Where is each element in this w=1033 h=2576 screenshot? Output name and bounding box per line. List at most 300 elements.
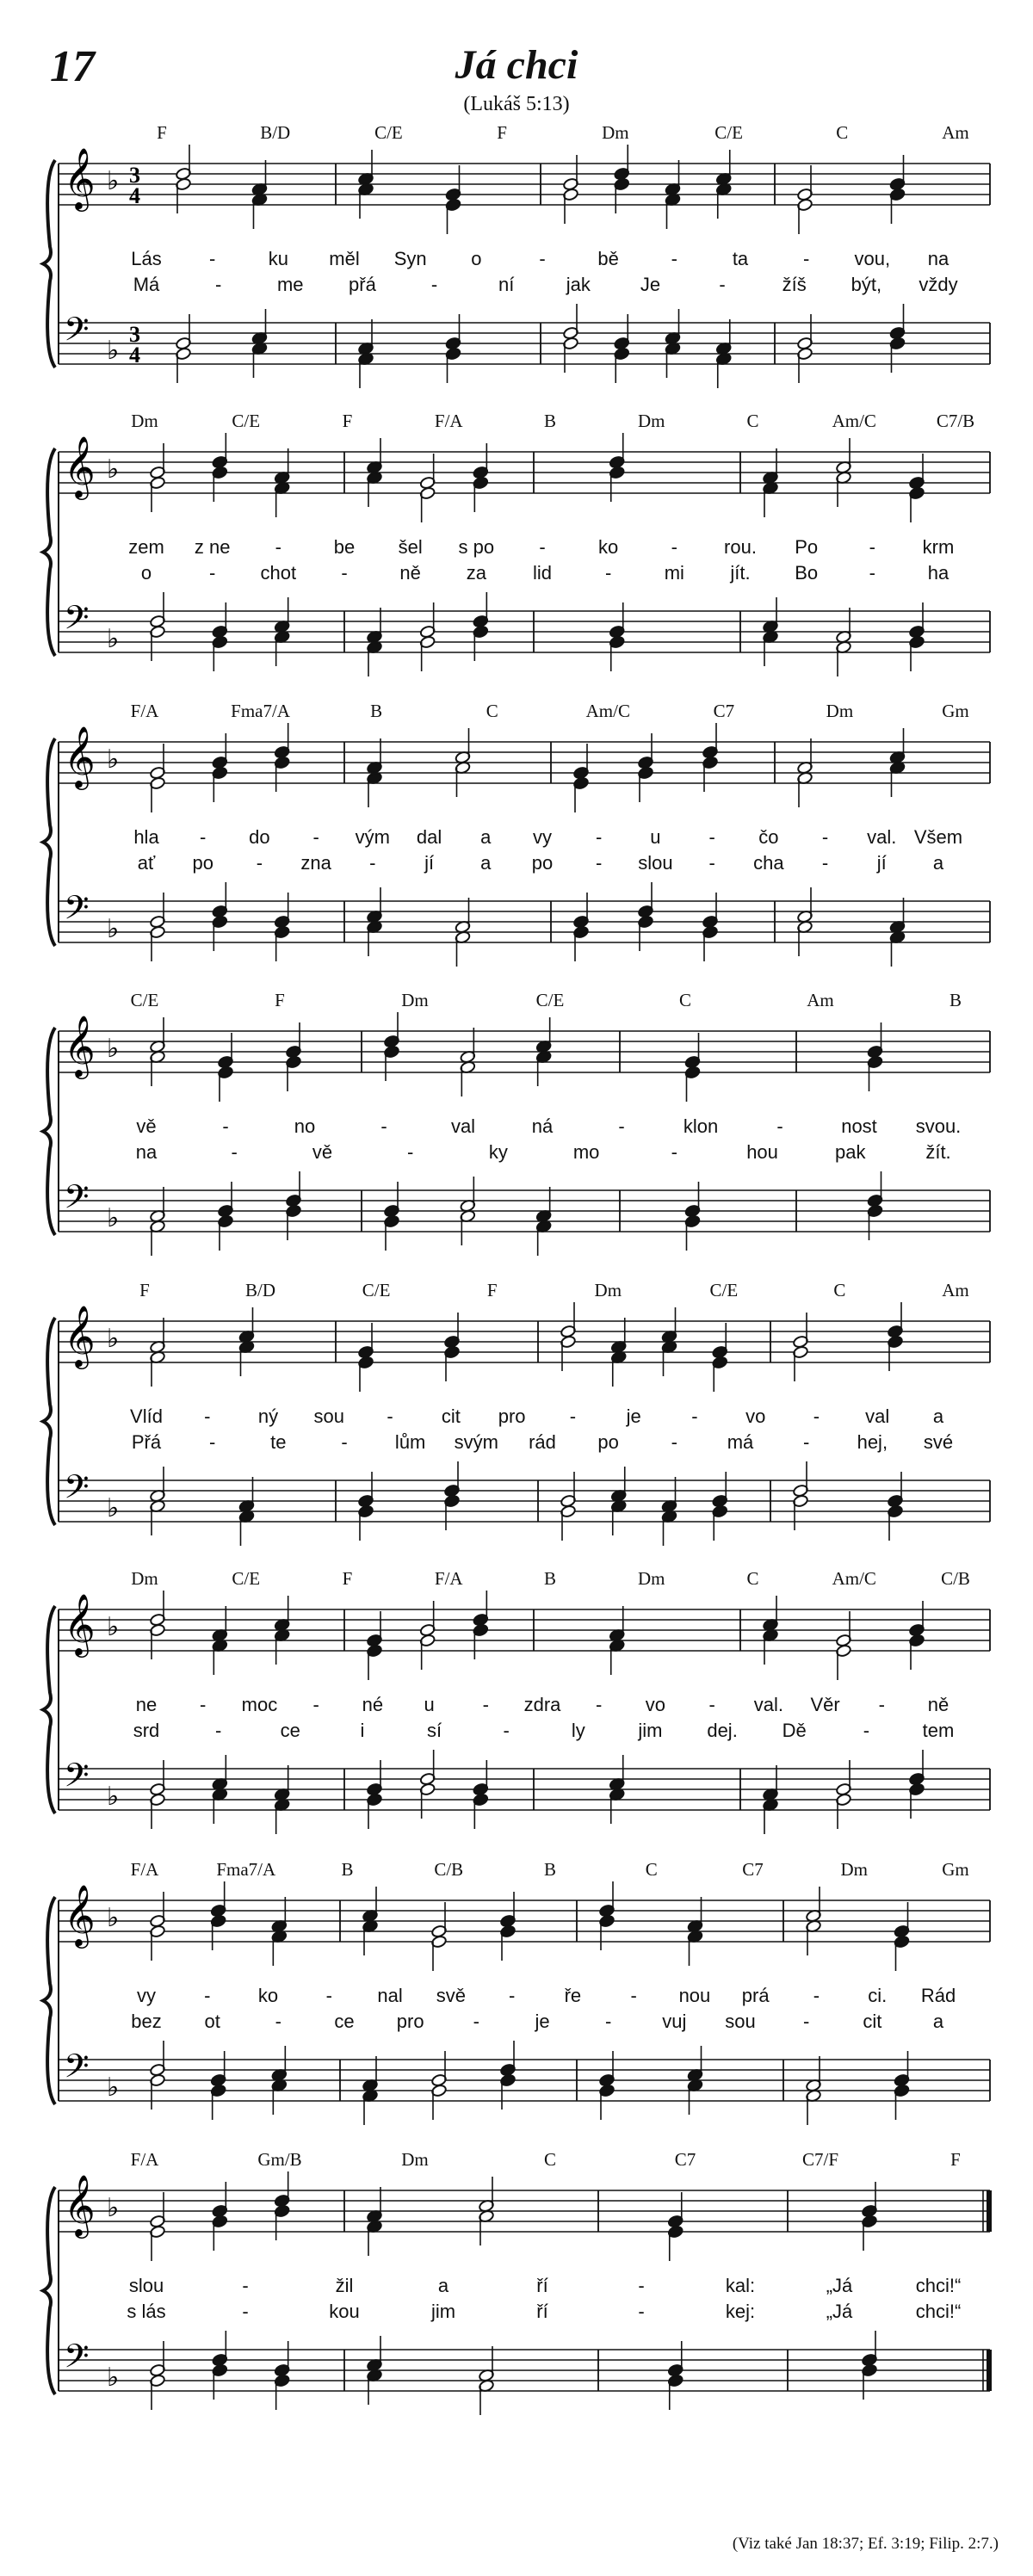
bass-clef-icon: 𝄢 xyxy=(64,310,90,356)
lyric-verse-2-syllable: sí xyxy=(426,1720,442,1741)
lyric-verse-2-syllable: ně xyxy=(399,562,421,584)
lyric-verse-1-syllable: prá xyxy=(741,1985,770,2006)
chord-symbol: Am/C xyxy=(585,701,630,721)
chord-symbol: Am/C xyxy=(832,1568,876,1589)
lyric-verse-2-syllable: přá xyxy=(349,274,376,295)
chord-symbol: Gm/B xyxy=(257,2149,302,2170)
chord-symbol: C/E xyxy=(130,990,159,1010)
lyric-verse-1-syllable: - xyxy=(200,1694,207,1715)
chord-symbol: B xyxy=(543,411,557,431)
lyric-verse-2-syllable: své xyxy=(923,1431,954,1453)
lyric-verse-2-syllable: Je xyxy=(640,274,661,295)
lyric-verse-1-syllable: - xyxy=(618,1115,625,1137)
lyric-verse-1-syllable: ří xyxy=(536,2275,548,2296)
chord-symbol: C xyxy=(746,411,759,431)
lyric-verse-2-syllable: ly xyxy=(571,1720,585,1741)
chord-symbol: F xyxy=(139,1280,150,1300)
lyric-verse-1-syllable: - xyxy=(596,826,603,848)
chord-symbol: Am xyxy=(807,990,834,1010)
bass-clef-icon: 𝄢 xyxy=(64,1756,90,1802)
lyric-verse-1-syllable: Věr xyxy=(810,1694,840,1715)
lyric-verse-1-syllable: žil xyxy=(335,2275,354,2296)
lyric-verse-1-syllable: z ne xyxy=(194,536,231,558)
chord-symbol: C/E xyxy=(714,122,743,143)
lyric-verse-1-syllable: - xyxy=(208,248,216,269)
chord-symbol: C/B xyxy=(434,1859,464,1880)
chord-symbol: Dm xyxy=(826,701,854,721)
lyric-verse-1-syllable: u xyxy=(650,826,661,848)
lyric-verse-1-syllable: ku xyxy=(268,248,288,269)
bass-clef-icon: 𝄢 xyxy=(64,888,90,935)
lyric-verse-2-syllable: po xyxy=(597,1431,619,1453)
lyric-verse-1-syllable: val. xyxy=(753,1694,783,1715)
lyric-verse-1-syllable: vy xyxy=(533,826,552,848)
chord-symbol: B/D xyxy=(245,1280,276,1300)
flat-key-signature-icon: ♭ xyxy=(107,1903,120,1933)
lyric-verse-2-syllable: - xyxy=(256,852,263,874)
lyric-verse-2-syllable: být, xyxy=(851,274,882,295)
lyric-verse-1-syllable: - xyxy=(312,1694,319,1715)
lyric-verse-1-syllable: - xyxy=(708,1694,715,1715)
chord-symbol: B xyxy=(543,1859,557,1880)
chord-symbol: F xyxy=(486,1280,498,1300)
flat-key-signature-icon: ♭ xyxy=(107,1612,120,1642)
final-barline-thick xyxy=(987,2350,992,2391)
lyric-verse-2-syllable: je xyxy=(535,2011,550,2032)
chord-symbol: C xyxy=(678,990,692,1010)
lyric-verse-1-syllable: - xyxy=(387,1405,393,1427)
lyric-verse-2-syllable: vždy xyxy=(919,274,958,295)
bass-clef-icon: 𝄢 xyxy=(64,2337,90,2383)
lyric-verse-2-syllable: slou xyxy=(638,852,673,874)
lyric-verse-1-syllable: a xyxy=(480,826,492,848)
chord-symbol: Fma7/A xyxy=(231,701,290,721)
scripture-reference: (Lukáš 5:13) xyxy=(463,93,570,115)
music-system xyxy=(0,122,1033,405)
lyric-verse-1-syllable: - xyxy=(869,536,875,558)
lyric-verse-1-syllable: zem xyxy=(128,536,164,558)
music-system xyxy=(0,701,1033,983)
lyric-verse-1-syllable: - xyxy=(204,1405,211,1427)
lyric-verse-1-syllable: - xyxy=(325,1985,332,2006)
lyric-verse-2-syllable: a xyxy=(932,2011,944,2032)
chord-symbol: F/A xyxy=(130,701,159,721)
lyric-verse-2-syllable: - xyxy=(214,1720,222,1741)
chord-symbol: C xyxy=(833,1280,846,1300)
system-brace xyxy=(43,1318,55,1525)
flat-key-signature-icon: ♭ xyxy=(107,1034,120,1064)
lyric-verse-1-syllable: - xyxy=(200,826,207,848)
lyric-verse-1-syllable: vo xyxy=(745,1405,766,1427)
chord-symbol: Dm xyxy=(638,1568,665,1589)
lyric-verse-2-syllable: má xyxy=(727,1431,754,1453)
lyric-verse-2-syllable: cit xyxy=(863,2011,882,2032)
lyric-verse-2-syllable: ať xyxy=(137,852,156,874)
lyric-verse-1-syllable: ta xyxy=(732,248,749,269)
lyric-verse-1-syllable: - xyxy=(596,1694,603,1715)
lyric-verse-2-syllable: - xyxy=(802,1431,810,1453)
lyric-verse-2-syllable: dej. xyxy=(707,1720,738,1741)
flat-key-signature-icon: ♭ xyxy=(107,336,120,366)
lyric-verse-2-syllable: - xyxy=(473,2011,479,2032)
lyric-verse-1-syllable: be xyxy=(333,536,356,558)
lyric-verse-1-syllable: krm xyxy=(922,536,955,558)
flat-key-signature-icon: ♭ xyxy=(107,1782,120,1812)
lyric-verse-1-syllable: je xyxy=(626,1405,641,1427)
chord-symbol: C xyxy=(746,1568,759,1589)
chord-symbol: C xyxy=(836,122,849,143)
chord-symbol: B xyxy=(341,1859,354,1880)
lyric-verse-2-syllable: srd xyxy=(133,1720,160,1741)
lyric-verse-2-syllable: ce xyxy=(334,2011,355,2032)
lyric-verse-1-syllable: - xyxy=(802,248,810,269)
chord-symbol: F/A xyxy=(130,1859,159,1880)
lyric-verse-2-syllable: žít. xyxy=(925,1141,951,1163)
lyric-verse-2-syllable: pak xyxy=(835,1141,866,1163)
flat-key-signature-icon: ♭ xyxy=(107,1203,120,1233)
lyric-verse-2-syllable: - xyxy=(341,562,348,584)
chord-symbol: F xyxy=(342,1568,353,1589)
lyric-verse-2-syllable: - xyxy=(821,852,829,874)
lyric-verse-1-syllable: měl xyxy=(329,248,360,269)
lyric-verse-1-syllable: sou xyxy=(313,1405,345,1427)
lyric-verse-2-syllable: - xyxy=(596,852,603,874)
lyric-verse-2-syllable: bez xyxy=(131,2011,162,2032)
lyric-verse-1-syllable: ne xyxy=(135,1694,158,1715)
system-brace xyxy=(43,448,55,656)
treble-clef-icon: 𝄞 xyxy=(64,2173,96,2236)
lyric-verse-2-syllable: - xyxy=(604,562,612,584)
hymn-title: Já chci xyxy=(455,42,578,88)
lyric-verse-1-syllable: - xyxy=(508,1985,516,2006)
hymn-number: 17 xyxy=(50,42,95,91)
time-signature-numerator: 3 xyxy=(129,322,140,347)
system-brace xyxy=(43,738,55,946)
chord-symbol: C/E xyxy=(362,1280,391,1300)
chord-symbol: C/E xyxy=(535,990,565,1010)
lyric-verse-2-syllable: a xyxy=(932,852,944,874)
final-barline-thick xyxy=(987,2190,992,2232)
lyric-verse-1-syllable: kal: xyxy=(725,2275,756,2296)
chord-symbol: Fma7/A xyxy=(216,1859,276,1880)
music-system xyxy=(0,1280,1033,1562)
lyric-verse-1-syllable: ko xyxy=(257,1985,279,2006)
lyric-verse-1-syllable: no xyxy=(294,1115,316,1137)
lyric-verse-1-syllable: a xyxy=(932,1405,944,1427)
lyric-verse-1-syllable: Po xyxy=(795,536,819,558)
lyric-verse-1-syllable: nal xyxy=(377,1985,403,2006)
lyric-verse-1-syllable: moc xyxy=(241,1694,278,1715)
chord-symbol: Dm xyxy=(602,122,629,143)
lyric-verse-2-syllable: me xyxy=(276,274,304,295)
lyric-verse-2-syllable: ří xyxy=(536,2301,548,2322)
lyric-verse-1-syllable: - xyxy=(821,826,829,848)
time-signature-denominator: 4 xyxy=(129,343,140,368)
lyric-verse-2-syllable: a xyxy=(480,852,492,874)
lyric-verse-1-syllable: čo xyxy=(758,826,779,848)
lyric-verse-1-syllable: hla xyxy=(133,826,159,848)
lyric-verse-1-syllable: ko xyxy=(598,536,619,558)
chord-symbol: C/E xyxy=(709,1280,739,1300)
lyric-verse-1-syllable: - xyxy=(380,1115,387,1137)
lyric-verse-2-syllable: po xyxy=(192,852,213,874)
footnote: (Viz také Jan 18:37; Ef. 3:19; Filip. 2:7.) xyxy=(732,2535,999,2553)
chord-symbol: Am xyxy=(942,1280,969,1300)
chord-symbol: C/E xyxy=(374,122,403,143)
flat-key-signature-icon: ♭ xyxy=(107,1324,120,1354)
lyric-verse-2-syllable: vuj xyxy=(662,2011,687,2032)
lyric-verse-2-syllable: Má xyxy=(133,274,160,295)
lyric-verse-2-syllable: jim xyxy=(430,2301,456,2322)
time-signature-denominator: 4 xyxy=(129,183,140,208)
lyric-verse-1-syllable: - xyxy=(878,1694,885,1715)
chord-symbol: C7 xyxy=(674,2149,696,2170)
bass-clef-icon: 𝄢 xyxy=(64,2047,90,2093)
chord-symbol: Dm xyxy=(638,411,665,431)
lyric-verse-1-syllable: šel xyxy=(398,536,423,558)
lyric-verse-1-syllable: nost xyxy=(841,1115,877,1137)
lyric-verse-2-syllable: ky xyxy=(488,1141,508,1163)
lyric-verse-2-syllable: - xyxy=(604,2011,612,2032)
lyric-verse-2-syllable: - xyxy=(802,2011,810,2032)
lyric-verse-2-syllable: zna xyxy=(300,852,331,874)
flat-key-signature-icon: ♭ xyxy=(107,2073,120,2103)
chord-symbol: F xyxy=(157,122,167,143)
chord-symbol: C xyxy=(486,701,498,721)
chord-symbol: B xyxy=(949,990,962,1010)
chord-symbol: B/D xyxy=(260,122,291,143)
lyric-verse-1-syllable: u xyxy=(424,1694,435,1715)
treble-clef-icon: 𝄞 xyxy=(64,1304,96,1367)
chord-symbol: C7/F xyxy=(801,2149,839,2170)
chord-symbol: C7/B xyxy=(936,411,975,431)
chord-symbol: Am xyxy=(942,122,969,143)
lyric-verse-2-syllable: kej: xyxy=(725,2301,756,2322)
lyric-verse-2-syllable: - xyxy=(369,852,376,874)
lyric-verse-2-syllable: - xyxy=(708,852,715,874)
music-system xyxy=(0,2149,1033,2431)
lyric-verse-1-syllable: ci. xyxy=(868,1985,888,2006)
lyric-verse-2-syllable: tem xyxy=(922,1720,955,1741)
chord-symbol: F/A xyxy=(130,2149,159,2170)
lyric-verse-1-syllable: vě xyxy=(136,1115,157,1137)
lyric-verse-1-syllable: a xyxy=(437,2275,449,2296)
chord-symbol: Dm xyxy=(131,411,158,431)
lyric-verse-2-syllable: - xyxy=(242,2301,249,2322)
lyric-verse-2-syllable: o xyxy=(140,562,152,584)
chord-symbol: Dm xyxy=(840,1859,868,1880)
lyric-verse-1-syllable: - xyxy=(482,1694,489,1715)
lyric-verse-2-syllable: pro xyxy=(396,2011,424,2032)
lyric-verse-2-syllable: - xyxy=(719,274,726,295)
lyric-verse-1-syllable: ře xyxy=(564,1985,582,2006)
system-brace xyxy=(43,160,55,368)
flat-key-signature-icon: ♭ xyxy=(107,454,120,485)
lyric-verse-2-syllable: ce xyxy=(280,1720,300,1741)
flat-key-signature-icon: ♭ xyxy=(107,914,120,944)
music-system xyxy=(0,990,1033,1272)
lyric-verse-2-syllable: te xyxy=(270,1431,287,1453)
lyric-verse-2-syllable: rád xyxy=(529,1431,556,1453)
system-brace xyxy=(43,2187,55,2394)
chord-symbol: C xyxy=(543,2149,557,2170)
flat-key-signature-icon: ♭ xyxy=(107,166,120,196)
treble-clef-icon: 𝄞 xyxy=(64,1883,96,1946)
lyric-verse-2-syllable: - xyxy=(275,2011,281,2032)
lyric-verse-2-syllable: - xyxy=(214,274,222,295)
lyric-verse-2-syllable: cha xyxy=(753,852,784,874)
lyric-verse-2-syllable: - xyxy=(638,2301,645,2322)
lyric-verse-1-syllable: val xyxy=(865,1405,890,1427)
chord-symbol: C/E xyxy=(232,411,261,431)
flat-key-signature-icon: ♭ xyxy=(107,744,120,775)
lyric-verse-1-syllable: „Já xyxy=(826,2275,853,2296)
lyric-verse-1-syllable: - xyxy=(813,1405,820,1427)
lyric-verse-1-syllable: vy xyxy=(137,1985,156,2006)
lyric-verse-1-syllable: bě xyxy=(597,248,619,269)
lyric-verse-1-syllable: - xyxy=(638,2275,645,2296)
lyric-verse-1-syllable: - xyxy=(691,1405,698,1427)
lyric-verse-2-syllable: na xyxy=(135,1141,158,1163)
lyric-verse-2-syllable: Přá xyxy=(131,1431,162,1453)
lyric-verse-1-syllable: - xyxy=(204,1985,211,2006)
lyric-verse-1-syllable: svou. xyxy=(915,1115,962,1137)
lyric-verse-2-syllable: kou xyxy=(329,2301,360,2322)
lyric-verse-1-syllable: - xyxy=(776,1115,783,1137)
chord-symbol: Gm xyxy=(942,1859,969,1880)
lyric-verse-1-syllable: rou. xyxy=(724,536,757,558)
bass-clef-icon: 𝄢 xyxy=(64,598,90,645)
chord-symbol: Dm xyxy=(131,1568,158,1589)
system-brace xyxy=(43,1606,55,1813)
lyric-verse-2-syllable: Dě xyxy=(782,1720,807,1741)
lyric-verse-1-syllable: - xyxy=(630,1985,637,2006)
lyric-verse-2-syllable: hej, xyxy=(857,1431,888,1453)
lyric-verse-2-syllable: - xyxy=(406,1141,414,1163)
lyric-verse-2-syllable: za xyxy=(466,562,486,584)
lyric-verse-2-syllable: ot xyxy=(204,2011,220,2032)
chord-symbol: Dm xyxy=(401,2149,429,2170)
chord-symbol: B xyxy=(543,1568,557,1589)
music-system xyxy=(0,1568,1033,1850)
lyric-verse-1-syllable: na xyxy=(927,248,949,269)
chord-symbol: Gm xyxy=(942,701,969,721)
lyric-verse-1-syllable: - xyxy=(275,536,281,558)
chord-symbol: F xyxy=(950,2149,961,2170)
chord-symbol: C/B xyxy=(941,1568,970,1589)
lyric-verse-2-syllable: - xyxy=(671,1141,677,1163)
lyric-verse-1-syllable: svě xyxy=(436,1985,466,2006)
lyric-verse-2-syllable: - xyxy=(430,274,438,295)
flat-key-signature-icon: ♭ xyxy=(107,2363,120,2393)
flat-key-signature-icon: ♭ xyxy=(107,624,120,654)
lyric-verse-2-syllable: svým xyxy=(454,1431,498,1453)
lyric-verse-2-syllable: i xyxy=(360,1720,365,1741)
lyric-verse-2-syllable: - xyxy=(208,1431,216,1453)
lyric-verse-1-syllable: Všem xyxy=(913,826,963,848)
chord-symbol: F/A xyxy=(434,1568,463,1589)
music-system xyxy=(0,411,1033,693)
lyric-verse-1-syllable: do xyxy=(249,826,270,848)
treble-clef-icon: 𝄞 xyxy=(64,725,96,788)
lyric-verse-1-syllable: Vlíd xyxy=(130,1405,163,1427)
treble-clef-icon: 𝄞 xyxy=(64,146,96,209)
lyric-verse-2-syllable: - xyxy=(503,1720,510,1741)
lyric-verse-1-syllable: s po xyxy=(458,536,495,558)
chord-symbol: C xyxy=(645,1859,658,1880)
chord-symbol: F xyxy=(497,122,507,143)
lyric-verse-2-syllable: lům xyxy=(394,1431,426,1453)
bass-clef-icon: 𝄢 xyxy=(64,1177,90,1224)
music-system xyxy=(0,1859,1033,2141)
lyric-verse-1-syllable: - xyxy=(539,248,546,269)
lyric-verse-2-syllable: mi xyxy=(664,562,684,584)
flat-key-signature-icon: ♭ xyxy=(107,2193,120,2223)
lyric-verse-2-syllable: s lás xyxy=(127,2301,166,2322)
system-brace xyxy=(43,1028,55,1235)
treble-clef-icon: 𝄞 xyxy=(64,1014,96,1077)
lyric-verse-1-syllable: ná xyxy=(531,1115,554,1137)
lyric-verse-1-syllable: - xyxy=(671,536,677,558)
lyric-verse-1-syllable: pro xyxy=(498,1405,526,1427)
lyric-verse-2-syllable: jak xyxy=(566,274,591,295)
lyric-verse-2-syllable: vě xyxy=(312,1141,333,1163)
lyric-verse-1-syllable: zdra xyxy=(523,1694,561,1715)
lyric-verse-1-syllable: cit xyxy=(441,1405,461,1427)
lyric-verse-2-syllable: hou xyxy=(746,1141,778,1163)
lyric-verse-2-syllable: po xyxy=(531,852,554,874)
lyric-verse-2-syllable: jí xyxy=(424,852,435,874)
lyric-verse-1-syllable: Syn xyxy=(393,248,427,269)
lyric-verse-2-syllable: - xyxy=(208,562,216,584)
chord-symbol: F/A xyxy=(434,411,463,431)
lyric-verse-1-syllable: - xyxy=(242,2275,249,2296)
lyric-verse-1-syllable: val xyxy=(450,1115,476,1137)
lyric-verse-1-syllable: slou xyxy=(128,2275,164,2296)
lyric-verse-2-syllable: lid xyxy=(532,562,553,584)
lyric-verse-2-syllable: jim xyxy=(638,1720,663,1741)
lyric-verse-2-syllable: jí xyxy=(876,852,887,874)
lyric-verse-1-syllable: - xyxy=(539,536,546,558)
lyric-verse-1-syllable: ný xyxy=(257,1405,279,1427)
chord-symbol: C/E xyxy=(232,1568,261,1589)
lyric-verse-1-syllable: o xyxy=(471,248,482,269)
chord-symbol: C7 xyxy=(713,701,735,721)
flat-key-signature-icon: ♭ xyxy=(107,1493,120,1523)
lyric-verse-1-syllable: chci!“ xyxy=(915,2275,962,2296)
lyric-verse-1-syllable: nou xyxy=(678,1985,711,2006)
lyric-verse-1-syllable: val. xyxy=(867,826,897,848)
lyric-verse-2-syllable: ní xyxy=(498,274,515,295)
chord-symbol: Dm xyxy=(401,990,429,1010)
lyric-verse-2-syllable: chci!“ xyxy=(915,2301,962,2322)
chord-symbol: Am/C xyxy=(832,411,876,431)
lyric-verse-1-syllable: dal xyxy=(416,826,442,848)
lyric-verse-1-syllable: vým xyxy=(355,826,391,848)
lyric-verse-2-syllable: žíš xyxy=(782,274,807,295)
chord-symbol: F xyxy=(342,411,353,431)
chord-symbol: B xyxy=(370,701,383,721)
lyric-verse-2-syllable: - xyxy=(341,1431,348,1453)
time-signature-numerator: 3 xyxy=(129,163,140,188)
lyric-verse-1-syllable: né xyxy=(362,1694,384,1715)
lyric-verse-1-syllable: Rád xyxy=(920,1985,956,2006)
chord-symbol: Dm xyxy=(594,1280,622,1300)
lyric-verse-2-syllable: jít. xyxy=(730,562,751,584)
lyric-verse-2-syllable: - xyxy=(231,1141,238,1163)
lyric-verse-1-syllable: - xyxy=(671,248,677,269)
chord-symbol: F xyxy=(275,990,285,1010)
